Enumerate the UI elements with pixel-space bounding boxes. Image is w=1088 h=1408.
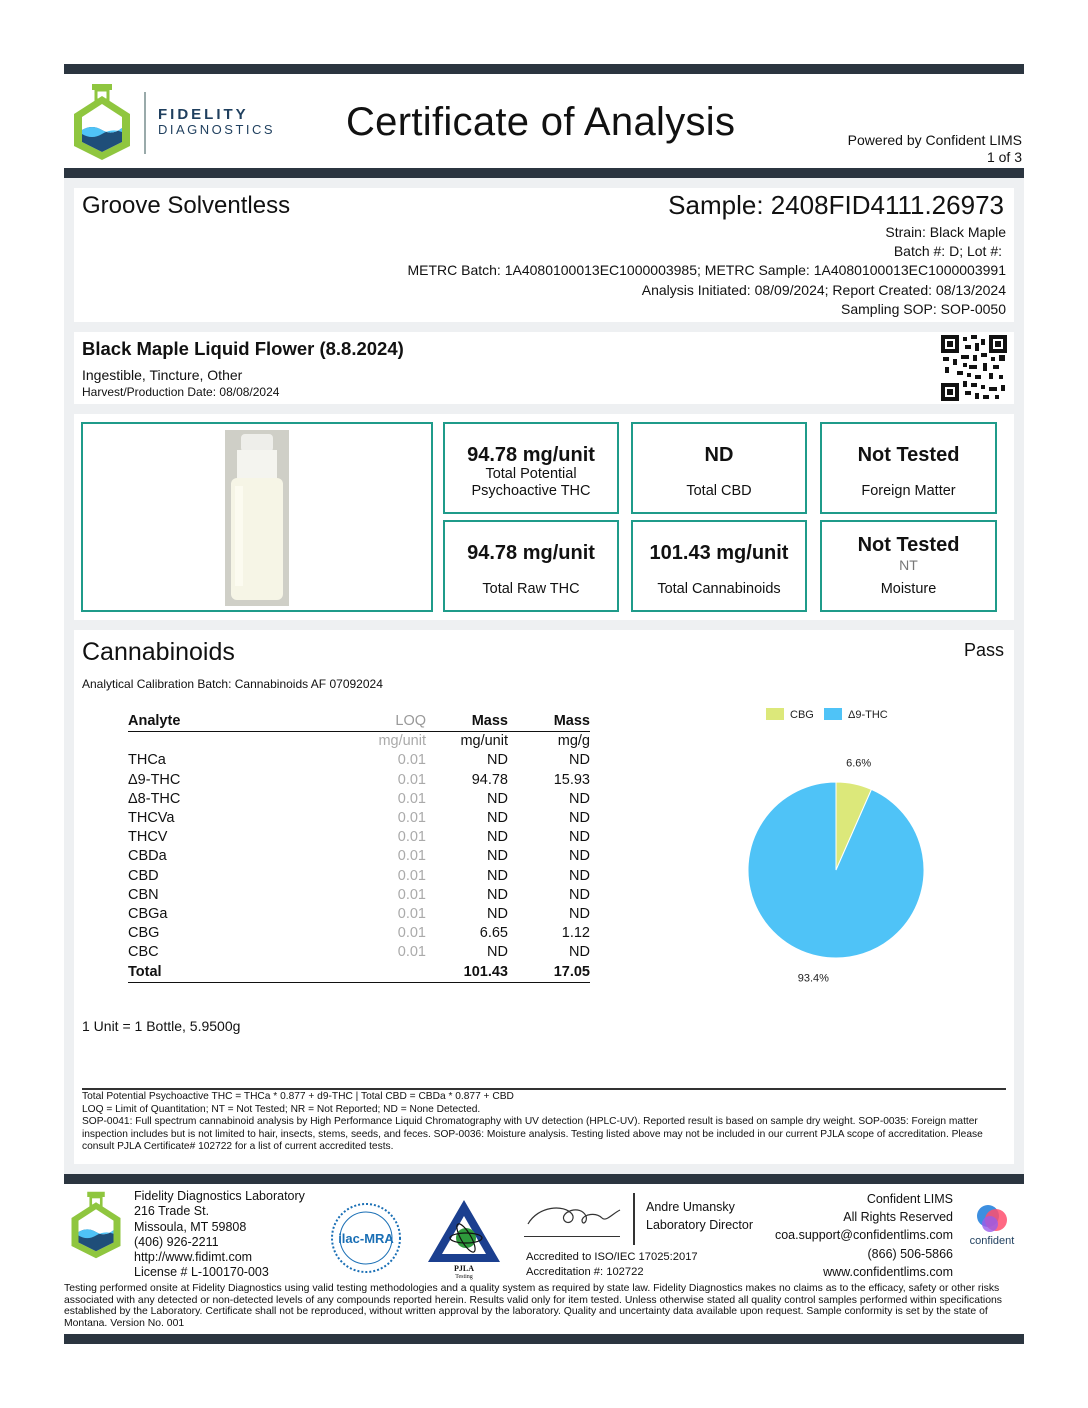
legal-disclaimer: Testing performed onsite at Fidelity Diagnostics using valid testing methodologies and a quality system as required by state law. Fidelity Diagnostics makes no claims as to the efficacy, safety or other risks associated with any detected or non-detected levels of any compounds reported herein. Results valid only for item tested. Unless otherwise stated all quality control samples performed within specifications established by the Laboratory. Certificate shall not be reproduced, without written approval by the laboratory. Quality and uncertainty data available upon request. Sample conformity is set by the state of Montana. Version No. 001 <box>64 1283 1002 1329</box>
confident-rights: All Rights Reserved <box>843 1210 953 1225</box>
analyte-name: Δ9-THC <box>128 771 181 788</box>
table-row <box>128 943 590 962</box>
header-bottom-bar <box>64 168 1024 178</box>
total-row <box>128 963 590 983</box>
director-signature <box>524 1196 624 1236</box>
analyte-mass-unit: 94.78 <box>471 771 508 788</box>
table-row <box>128 847 590 866</box>
signature-divider <box>633 1193 635 1245</box>
client-name: Groove Solventless <box>82 192 291 219</box>
section-title: Cannabinoids <box>82 638 235 666</box>
analyte-mass-unit: ND <box>487 752 508 769</box>
analyte-mass-g: 15.93 <box>553 771 590 788</box>
analyte-loq: 0.01 <box>397 848 426 865</box>
analyte-loq: 0.01 <box>397 829 426 846</box>
confident-logo-icon <box>962 1202 1022 1250</box>
col-mass-unit: Mass <box>426 712 508 732</box>
abbreviation-note: LOQ = Limit of Quantitation; NT = Not Tested; NR = Not Reported; ND = None Detected. <box>82 1103 481 1115</box>
analyte-loq: 0.01 <box>397 944 426 961</box>
director-title: Laboratory Director <box>646 1218 753 1232</box>
product-type: Ingestible, Tincture, Other <box>82 367 243 383</box>
analyte-name: CBD <box>128 867 159 884</box>
pie-legend <box>766 708 888 721</box>
col-loq: LOQ <box>298 712 426 732</box>
lab-license: License # L-100170-003 <box>134 1265 269 1280</box>
units-row: mg/unit mg/unit mg/g <box>378 733 590 750</box>
table-row <box>128 867 590 886</box>
harvest-date: Harvest/Production Date: 08/08/2024 <box>82 385 280 399</box>
table-row <box>128 809 590 828</box>
analyte-name: CBDa <box>128 848 167 865</box>
total-value <box>298 963 426 983</box>
summary-tile-moisture <box>820 520 997 612</box>
page-title: Certificate of Analysis <box>346 100 736 144</box>
product-photo-frame <box>81 422 433 612</box>
analyte-name: CBC <box>128 944 159 961</box>
summary-label: Moisture <box>880 581 937 597</box>
pie-slices <box>748 782 924 958</box>
analyte-mass-unit: ND <box>487 906 508 923</box>
col-mass-g: Mass <box>508 712 590 732</box>
unit-note: 1 Unit = 1 Bottle, 5.9500g <box>82 1018 241 1034</box>
total-label: Total <box>128 963 298 983</box>
analyte-mass-unit: ND <box>487 790 508 807</box>
analyte-loq: 0.01 <box>397 925 426 942</box>
page-number: 1 of 3 <box>986 149 1022 165</box>
lab-name: Fidelity Diagnostics Laboratory <box>134 1189 305 1203</box>
bottle-photo <box>225 430 289 606</box>
analyte-mass-g: ND <box>569 829 590 846</box>
summary-sub: NT <box>899 557 918 573</box>
product-panel <box>74 332 1014 404</box>
pjla-logo-icon <box>424 1196 504 1280</box>
legend-swatch <box>766 708 784 720</box>
analyte-name: Δ8-THC <box>128 790 181 807</box>
confident-phone: (866) 506-5866 <box>867 1246 953 1261</box>
pie-label: 6.6% <box>846 757 872 770</box>
logo-divider <box>144 92 146 154</box>
summary-tile-foreign-matter <box>820 422 997 514</box>
table-row <box>128 751 590 770</box>
analyte-mass-unit: ND <box>487 944 508 961</box>
summary-label: Foreign Matter <box>861 483 956 499</box>
summary-tile-raw-thc <box>443 520 619 612</box>
sampling-sop: Sampling SOP: SOP-0050 <box>841 301 1006 317</box>
pie-label: 93.4% <box>797 972 829 985</box>
batch-lot: Batch #: D; Lot #: <box>893 243 1002 259</box>
analyte-mass-g: ND <box>569 906 590 923</box>
analyte-mass-g: 1.12 <box>561 925 590 942</box>
analyte-mass-g: ND <box>569 886 590 903</box>
summary-tile-total-cbd <box>631 422 807 514</box>
confident-logo-text: confident <box>969 1235 1015 1247</box>
col-analyte: Analyte <box>128 712 298 732</box>
summary-value: Not Tested <box>857 534 960 556</box>
analyte-loq: 0.01 <box>397 906 426 923</box>
ilac-mra-logo-icon <box>328 1200 404 1276</box>
table-row <box>128 905 590 924</box>
accreditation-number: Accreditation #: 102722 <box>526 1266 644 1278</box>
summary-label: Total Cannabinoids <box>657 581 781 597</box>
analyte-mass-g: ND <box>569 790 590 807</box>
confident-email[interactable]: coa.support@confidentlims.com <box>774 1228 953 1243</box>
analyte-mass-unit: ND <box>487 848 508 865</box>
analyte-mass-g: ND <box>569 867 590 884</box>
analyte-mass-unit: ND <box>487 867 508 884</box>
pass-status: Pass <box>963 640 1004 660</box>
logo-subname: DIAGNOSTICS <box>158 122 276 137</box>
analyte-mass-g: ND <box>569 752 590 769</box>
pie-slice--9-thc <box>748 782 924 958</box>
strain: Strain: Black Maple <box>885 224 1006 240</box>
confident-name: Confident LIMS <box>866 1192 953 1206</box>
analyte-name: THCa <box>128 752 166 769</box>
analyte-name: CBG <box>128 925 160 942</box>
pjla-sub: Testing <box>455 1274 473 1280</box>
analyte-mass-unit: ND <box>487 810 508 827</box>
iso-accreditation: Accredited to ISO/IEC 17025:2017 <box>526 1251 698 1263</box>
lab-address <box>134 1189 305 1281</box>
analyte-loq: 0.01 <box>397 810 426 827</box>
table-header-row <box>128 712 590 732</box>
legend-label: CBG <box>790 709 814 721</box>
method-notes <box>82 1091 1012 1154</box>
analyte-mass-g: ND <box>569 810 590 827</box>
lab-street: 216 Trade St. <box>134 1204 210 1219</box>
summary-value: Not Tested <box>857 444 960 466</box>
table-row <box>128 790 590 809</box>
total-value: 17.05 <box>508 963 590 983</box>
director-name: Andre Umansky <box>646 1200 735 1214</box>
product-name: Black Maple Liquid Flower (8.8.2024) <box>82 338 404 359</box>
table-row <box>128 886 590 905</box>
notes-divider <box>82 1088 1006 1090</box>
analyte-mass-unit: 6.65 <box>479 925 508 942</box>
total-value: 101.43 <box>426 963 508 983</box>
analyte-mass-unit: ND <box>487 886 508 903</box>
analysis-dates: Analysis Initiated: 08/09/2024; Report Created: 08/13/2024 <box>641 282 1006 298</box>
fidelity-flask-logo-icon <box>70 82 134 162</box>
metrc-ids: METRC Batch: 1A4080100013EC1000003985; METRC Sample: 1A4080100013EC1000003991 <box>407 262 1006 278</box>
summary-label: Total Potential Psychoactive THC <box>471 466 591 499</box>
cannabinoid-pie-chart <box>740 700 960 990</box>
calc-note: Total Potential Psychoactive THC = THCa * 0.877 + d9-THC | Total CBD = CBDa * 0.877 + CBD <box>82 1091 514 1102</box>
analyte-loq: 0.01 <box>397 867 426 884</box>
powered-by: Powered by Confident LIMS <box>847 132 1022 148</box>
analyte-name: THCV <box>128 829 168 846</box>
ilac-text: ilac-MRA <box>338 1231 394 1246</box>
top-bar <box>64 64 1024 74</box>
lab-city: Missoula, MT 59808 <box>134 1219 247 1234</box>
sample-id: Sample: 2408FID4111.26973 <box>668 190 1004 220</box>
logo-name: FIDELITY <box>158 106 249 123</box>
summary-tile-total-cannabinoids <box>631 520 807 612</box>
analyte-name: CBGa <box>128 906 168 923</box>
table-row <box>128 828 590 847</box>
summary-label: Total CBD <box>686 483 752 499</box>
analyte-mass-unit: ND <box>487 829 508 846</box>
summary-value: ND <box>704 444 734 466</box>
lab-website[interactable]: http://www.fidimt.com <box>134 1250 253 1265</box>
pjla-text: PJLA <box>454 1264 474 1273</box>
legend-swatch <box>824 708 842 720</box>
calibration-batch: Analytical Calibration Batch: Cannabinoids AF 07092024 <box>82 677 383 691</box>
table-row <box>128 924 590 943</box>
bottom-bar <box>64 1334 1024 1344</box>
analyte-name: THCVa <box>128 810 175 827</box>
qr-code-icon[interactable] <box>941 335 1007 401</box>
lab-phone: (406) 926-2211 <box>134 1234 219 1249</box>
summary-label: Total Raw THC <box>482 581 580 597</box>
signature-line <box>524 1236 620 1237</box>
client-panel <box>74 188 1014 322</box>
analyte-mass-g: ND <box>569 944 590 961</box>
sop-note: SOP-0041: Full spectrum cannabinoid analysis by High Performance Liquid Chromatography with UV detection (HPLC-UV). Reported result is based on sample dry weight. SOP-0035: Foreign matter inspection includes but is not limited to hair, insects, stems, seeds, and feces. SOP-0036: Moisture analysis. Testing listed above may not be included in our current PJLA scope of accreditation. Please consult PJLA Certificate# 102722 for a list of current accredited tests. <box>82 1116 983 1153</box>
table-row <box>128 771 590 790</box>
analyte-name: CBN <box>128 886 159 903</box>
footer-top-bar <box>64 1174 1024 1184</box>
analyte-loq: 0.01 <box>397 886 426 903</box>
cannabinoids-table <box>128 712 590 983</box>
analyte-loq: 0.01 <box>397 790 426 807</box>
analyte-loq: 0.01 <box>397 752 426 769</box>
fidelity-flask-logo-icon <box>68 1190 124 1260</box>
confident-contact <box>775 1190 953 1281</box>
summary-tile-total-thc <box>443 422 619 514</box>
analyte-mass-g: ND <box>569 848 590 865</box>
summary-value: 94.78 mg/unit <box>467 542 595 564</box>
summary-value: 94.78 mg/unit <box>467 444 595 466</box>
analyte-loq: 0.01 <box>397 771 426 788</box>
summary-value: 101.43 mg/unit <box>649 542 789 564</box>
confident-website[interactable]: www.confidentlims.com <box>823 1264 953 1279</box>
legend-label: Δ9-THC <box>848 709 888 721</box>
